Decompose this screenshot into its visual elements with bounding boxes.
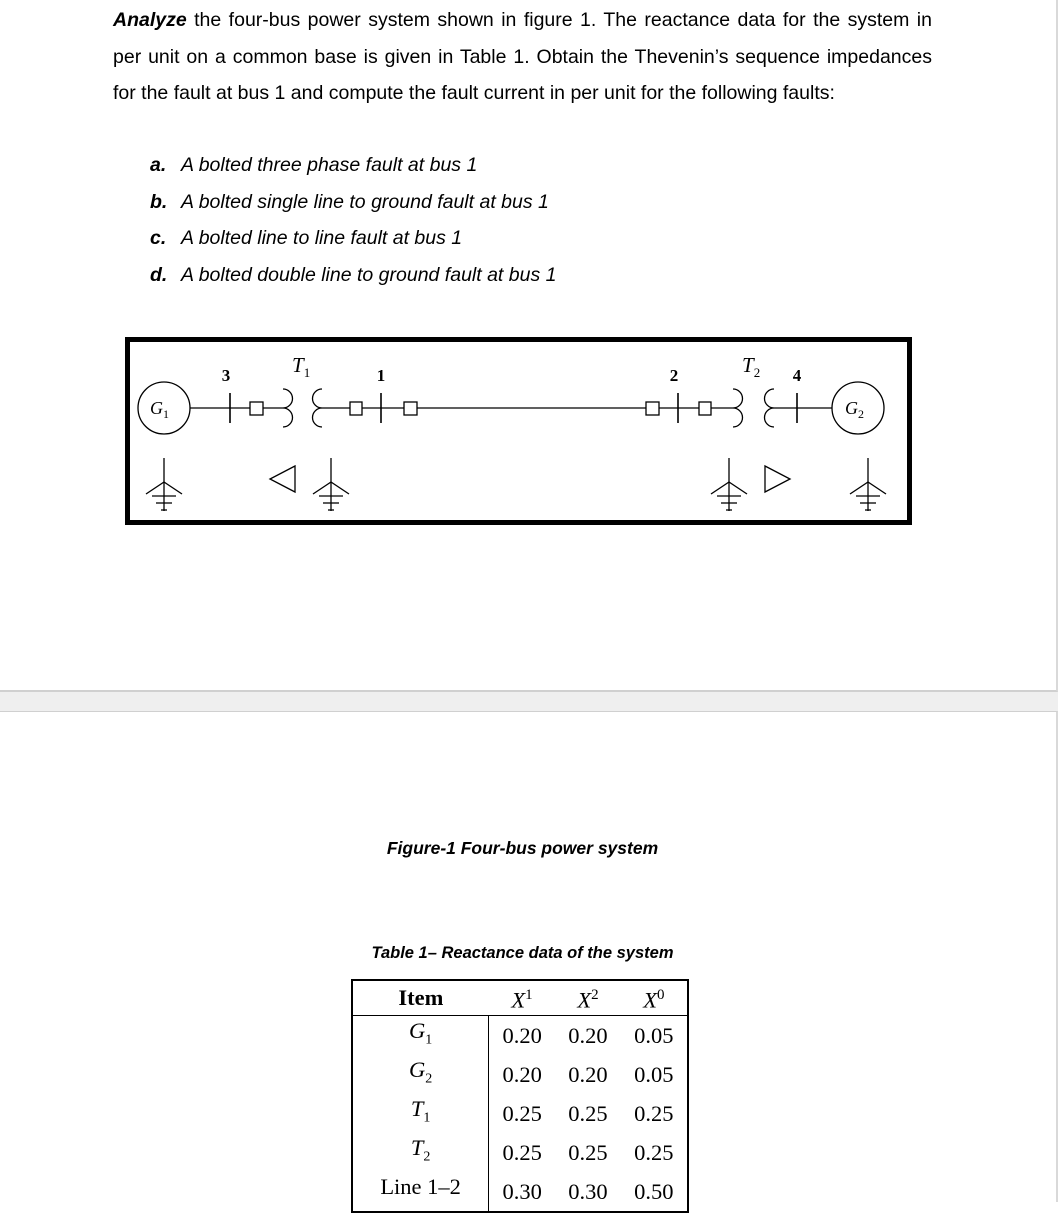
- transformer-t2-primary: [733, 389, 743, 427]
- fault-letter: b.: [150, 190, 168, 213]
- transformer-t2-sub: 2: [753, 365, 761, 380]
- row-item-sub: 1: [425, 1032, 433, 1048]
- transformer-t2-base: T: [742, 353, 754, 377]
- row-item: [352, 1133, 489, 1172]
- generator-label-g1: [150, 398, 169, 421]
- row-item: [352, 1055, 489, 1094]
- breaker-line-2: [646, 402, 659, 415]
- delta-symbol-t2: [765, 466, 790, 492]
- row-item-base: G: [409, 1018, 426, 1043]
- row-item-sub: 1: [423, 1110, 431, 1126]
- generator-label-g2: [845, 398, 864, 421]
- generator-g1-base: G: [150, 398, 163, 418]
- fault-text: A bolted double line to ground fault at bus 1: [181, 263, 557, 286]
- wye-ground-g1-icon: [146, 458, 182, 511]
- fault-item: [150, 184, 556, 221]
- row-x1: 0.25: [502, 1100, 542, 1126]
- row-item-sub: 2: [423, 1149, 431, 1165]
- fault-list: [150, 147, 556, 293]
- row-x1: 0.20: [502, 1022, 542, 1048]
- header-x2-base: X: [577, 987, 592, 1013]
- row-x1: 0.30: [502, 1178, 542, 1204]
- breaker-2-t2: [699, 402, 711, 415]
- fault-text: A bolted three phase fault at bus 1: [181, 154, 478, 176]
- transformer-t2-secondary: [765, 389, 775, 427]
- header-x2-sup: 2: [591, 987, 599, 1003]
- header-x0: [621, 980, 688, 1016]
- table-caption: Table 1– Reactance data of the system: [371, 944, 674, 962]
- bus-label-4: 4: [792, 366, 802, 385]
- row-item: [352, 1094, 489, 1133]
- transformer-t1-base: T: [292, 353, 304, 377]
- header-x1-sup: 1: [525, 987, 533, 1003]
- row-item-base: T: [410, 1096, 424, 1121]
- one-line-diagram: [125, 337, 912, 525]
- row-x2: 0.30: [568, 1178, 608, 1204]
- row-item-base: Line 1–2: [380, 1174, 461, 1199]
- delta-symbol-t1: [270, 466, 295, 492]
- table-row: [352, 1172, 688, 1212]
- header-x0-base: X: [643, 987, 657, 1013]
- breaker-3-t1: [250, 402, 263, 415]
- table-row: [352, 1055, 688, 1094]
- header-x2: [555, 980, 621, 1016]
- fault-item: [150, 257, 556, 294]
- row-item: [352, 1172, 489, 1212]
- row-x2: 0.25: [568, 1100, 608, 1126]
- table-header-row: [352, 980, 688, 1016]
- row-item-sub: 2: [425, 1071, 433, 1087]
- generator-g2-sub: 2: [858, 407, 864, 421]
- row-x1: 0.20: [502, 1061, 542, 1087]
- transformer-label-t2: [742, 353, 760, 380]
- row-x0: 0.25: [634, 1100, 674, 1126]
- breaker-1-line: [404, 402, 417, 415]
- bus-label-3: 3: [221, 366, 231, 385]
- header-x0-sup: 0: [656, 987, 665, 1003]
- header-x1: [489, 980, 555, 1016]
- row-x0: 0.50: [634, 1178, 674, 1204]
- transformer-t1-primary: [283, 389, 293, 427]
- problem-lead: Analyze: [113, 9, 187, 31]
- fault-text: A bolted single line to ground fault at bus 1: [181, 190, 549, 213]
- table-row: [352, 1094, 688, 1133]
- reactance-table: [351, 979, 689, 1213]
- transformer-label-t1: [292, 353, 310, 380]
- fault-letter: c.: [150, 227, 167, 249]
- header-x1-base: X: [511, 987, 526, 1013]
- fault-text: A bolted line to line fault at bus 1: [181, 227, 463, 249]
- fault-item: [150, 220, 556, 257]
- row-x0: 0.05: [634, 1022, 674, 1048]
- figure-caption: Figure-1 Four-bus power system: [386, 838, 659, 858]
- wye-ground-t1-icon: [313, 458, 349, 511]
- row-x2: 0.25: [568, 1139, 608, 1165]
- bus-label-1: 1: [376, 366, 386, 385]
- bus-label-2: 2: [669, 366, 679, 385]
- transformer-t1-secondary: [313, 389, 323, 427]
- fault-letter: d.: [150, 263, 168, 286]
- page-separator: [0, 692, 1058, 711]
- row-x1: 0.25: [502, 1139, 542, 1165]
- fault-letter: a.: [150, 154, 167, 176]
- generator-g1-sub: 1: [163, 407, 169, 421]
- one-line-diagram-svg: [125, 337, 912, 525]
- problem-text: the four-bus power system shown in figure 1. The reactance data for the system in per unit on a common base is given in Table 1. Obtain the Thevenin’s sequence impedances for the fault at bus 1 and compute the fault current in per unit for the following faults:: [113, 9, 932, 104]
- header-item: Item: [352, 980, 489, 1016]
- wye-ground-t2-icon: [711, 458, 747, 511]
- row-x0: 0.25: [634, 1139, 674, 1165]
- generator-g2-base: G: [845, 398, 858, 418]
- wye-ground-g2-icon: [850, 458, 886, 511]
- row-x2: 0.20: [568, 1022, 608, 1048]
- fault-item: [150, 147, 556, 184]
- table-row: [352, 1133, 688, 1172]
- row-x2: 0.20: [568, 1061, 608, 1087]
- row-item-base: G: [409, 1057, 426, 1082]
- row-item: [352, 1016, 489, 1056]
- transformer-t1-sub: 1: [303, 365, 311, 380]
- table-row: [352, 1016, 688, 1056]
- row-x0: 0.05: [634, 1061, 674, 1087]
- problem-statement: [113, 2, 932, 112]
- breaker-t1-1: [350, 402, 362, 415]
- row-item-base: T: [410, 1135, 424, 1160]
